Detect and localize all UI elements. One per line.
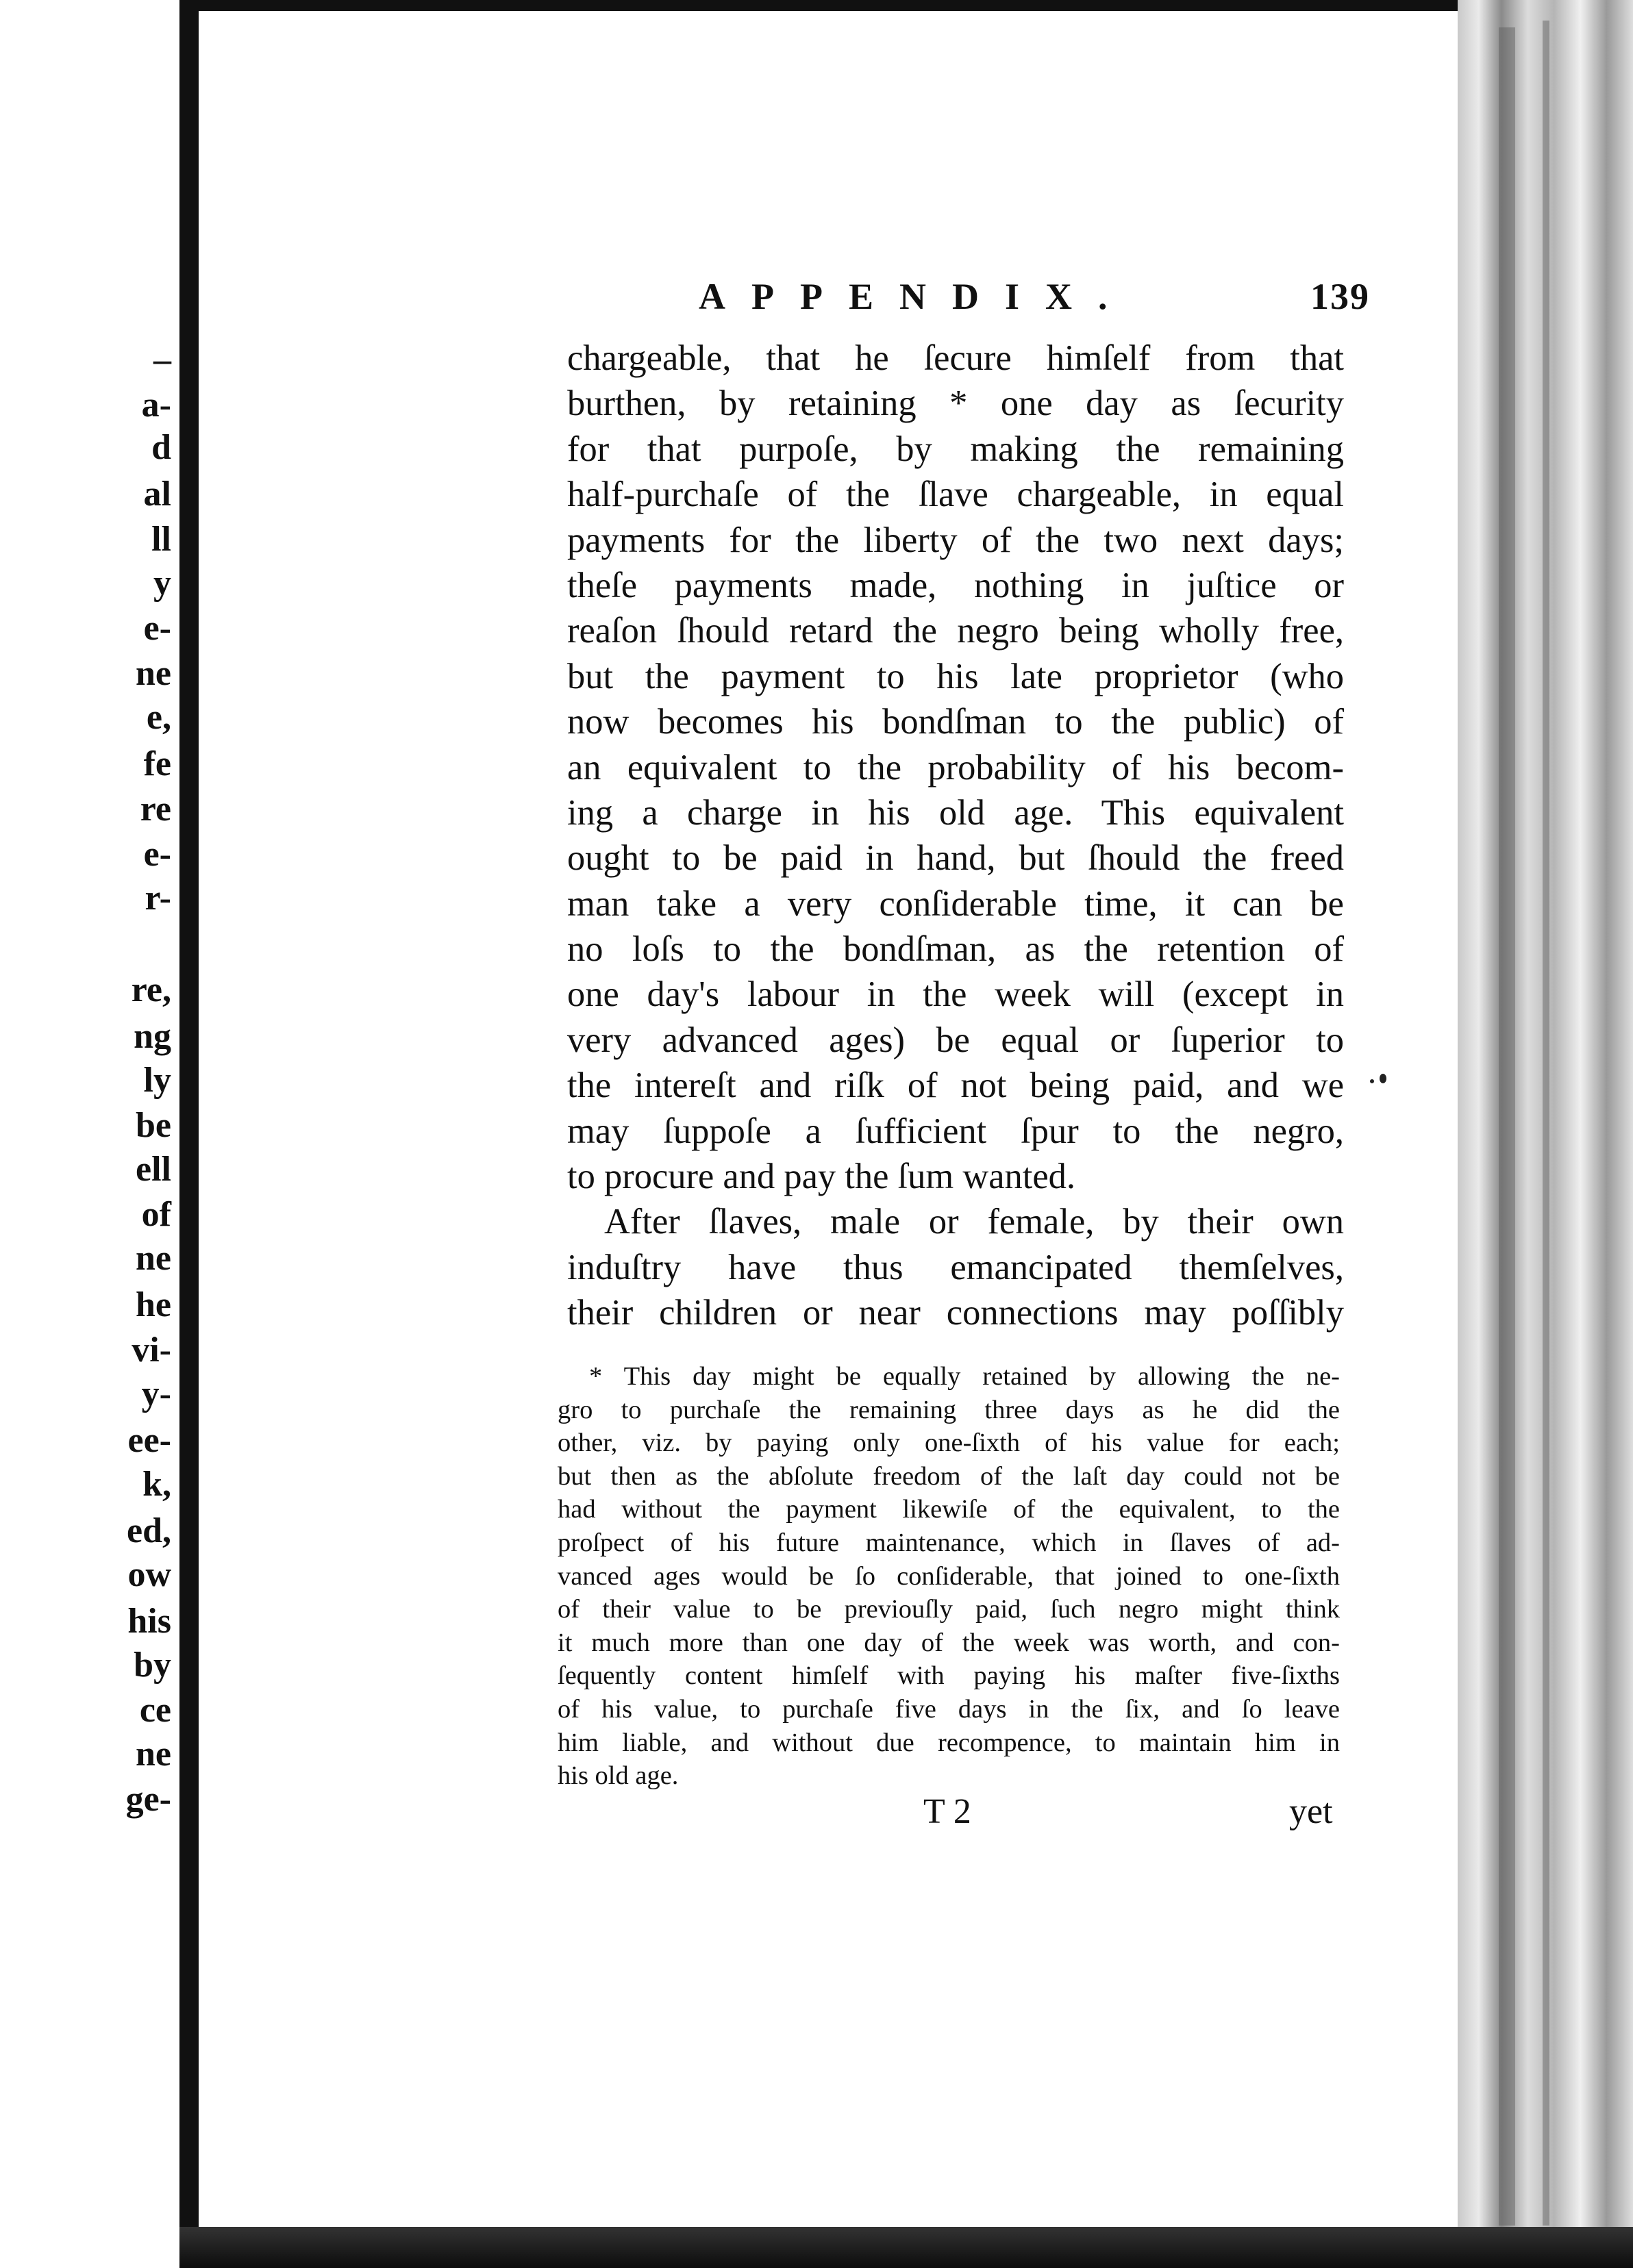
previous-page-line-end: ne [136, 1239, 171, 1278]
previous-page-line-end: re, [131, 970, 171, 1009]
body-line: payments for the liberty of the two next days; [567, 520, 1344, 560]
previous-page-fragment [0, 0, 186, 2268]
footnote-line: proſpect of his future maintenance, which in ſlaves of ad- [558, 1528, 1340, 1557]
body-line: After ſlaves, male or female, by their own [604, 1202, 1344, 1242]
footnote-line: ſequently content himſelf with paying his maſter five-ſixths [558, 1661, 1340, 1691]
previous-page-line-end: fe [143, 744, 171, 783]
page-edge-shadow [1499, 27, 1515, 2226]
footnote-line: him liable, and without due recompence, to maintain him in [558, 1728, 1340, 1757]
previous-page-line-end: d [151, 428, 171, 467]
footnote-line: vanced ages would be ſo conſiderable, that joined to one-ſixth [558, 1561, 1340, 1591]
previous-page-line-end: ee- [127, 1421, 171, 1460]
footnote [558, 1360, 1340, 1793]
body-line: the intereſt and riſk of not being paid, and we [567, 1066, 1344, 1106]
body-line: now becomes his bondſman to the public) of [567, 702, 1344, 742]
previous-page-line-end: r- [145, 879, 171, 918]
body-text [567, 336, 1344, 1336]
top-scan-border [179, 0, 1633, 11]
previous-page-line-end: re [140, 790, 171, 829]
previous-page-line-end: k, [142, 1465, 171, 1504]
previous-page-line-end: – [153, 340, 171, 379]
body-line: half-purchaſe of the ſlave chargeable, in equal [567, 475, 1344, 515]
previous-page-line-end: vi- [132, 1331, 171, 1370]
previous-page-line-end: his [127, 1602, 171, 1641]
previous-page-line-end: ed, [127, 1511, 171, 1550]
footnote-line: * This day might be equally retained by allowing the ne- [589, 1362, 1340, 1391]
body-line: ought to be paid in hand, but ſhould the freed [567, 838, 1344, 879]
body-line: may ſuppoſe a ſufficient ſpur to the negro, [567, 1111, 1344, 1151]
page-edge-shadow-2 [1543, 21, 1549, 2226]
body-line: no loſs to the bondſman, as the retention of [567, 929, 1344, 970]
previous-page-line-end: of [141, 1195, 171, 1234]
book-page [199, 11, 1458, 2227]
body-line: chargeable, that he ſecure himſelf from that [567, 338, 1344, 378]
page-number: 139 [1310, 276, 1370, 317]
body-line: man take a very conſiderable time, it can be [567, 883, 1344, 924]
previous-page-line-end: ne [136, 654, 171, 693]
previous-page-line-end: y- [141, 1374, 171, 1413]
previous-page-line-end: y [153, 564, 171, 603]
catchword: yet [1289, 1792, 1333, 1831]
previous-page-line-end: by [134, 1646, 171, 1685]
previous-page-line-end: e, [146, 698, 171, 737]
binding-gutter [179, 0, 199, 2268]
footnote-line: of his value, to purchaſe five days in the ſix, and ſo leave [558, 1694, 1340, 1724]
footnote-line: but then as the abſolute freedom of the laſt day could not be [558, 1461, 1340, 1491]
previous-page-line-end: he [136, 1285, 171, 1324]
footnote-line: gro to purchaſe the remaining three days as he did the [558, 1395, 1340, 1424]
body-line: but the payment to his late proprietor (who [567, 656, 1344, 696]
footnote-line: his old age. [558, 1761, 679, 1791]
previous-page-line-end: ll [151, 520, 171, 559]
previous-page-line-end: ne [136, 1735, 171, 1774]
ink-speck [1370, 1079, 1374, 1083]
body-line: their children or near connections may poſſibly [567, 1293, 1344, 1333]
footnote-line: of their value to be previouſly paid, ſuch negro might think [558, 1595, 1340, 1624]
previous-page-line-end: ge- [125, 1780, 171, 1819]
body-line: to procure and pay the ſum wanted. [567, 1157, 1076, 1197]
previous-page-line-end: al [143, 475, 171, 514]
footnote-line: it much more than one day of the week was worth, and con- [558, 1628, 1340, 1657]
footnote-line: other, viz. by paying only one-ſixth of his value for each; [558, 1428, 1340, 1458]
bottom-scan-border [179, 2227, 1633, 2268]
previous-page-line-end: a- [141, 386, 171, 425]
running-head: APPENDIX. [699, 276, 1134, 317]
previous-page-line-end: be [136, 1106, 171, 1145]
body-line: theſe payments made, nothing in juſtice or [567, 565, 1344, 605]
body-line: very advanced ages) be equal or ſuperior to [567, 1020, 1344, 1060]
body-line: induſtry have thus emancipated themſelves, [567, 1247, 1344, 1287]
previous-page-line-end: ell [136, 1150, 171, 1189]
body-line: burthen, by retaining * one day as ſecurity [567, 383, 1344, 424]
ink-speck [1380, 1074, 1386, 1083]
body-line: one day's labour in the week will (except in [567, 974, 1344, 1015]
previous-page-line-end: ce [139, 1691, 171, 1730]
body-line: reaſon ſhould retard the negro being wholly free, [567, 611, 1344, 651]
body-line: for that purpoſe, by making the remaining [567, 429, 1344, 469]
previous-page-line-end: ly [143, 1061, 171, 1100]
body-line: an equivalent to the probability of his becom- [567, 747, 1344, 788]
footnote-line: had without the payment likewiſe of the equivalent, to the [558, 1495, 1340, 1524]
previous-page-line-end: e- [143, 835, 171, 874]
previous-page-line-end: ng [134, 1017, 171, 1056]
body-line: ing a charge in his old age. This equivalent [567, 792, 1344, 833]
previous-page-line-end: ow [127, 1555, 171, 1594]
previous-page-line-end: e- [143, 609, 171, 648]
page-header [699, 275, 1370, 323]
signature-mark: T 2 [923, 1792, 971, 1831]
